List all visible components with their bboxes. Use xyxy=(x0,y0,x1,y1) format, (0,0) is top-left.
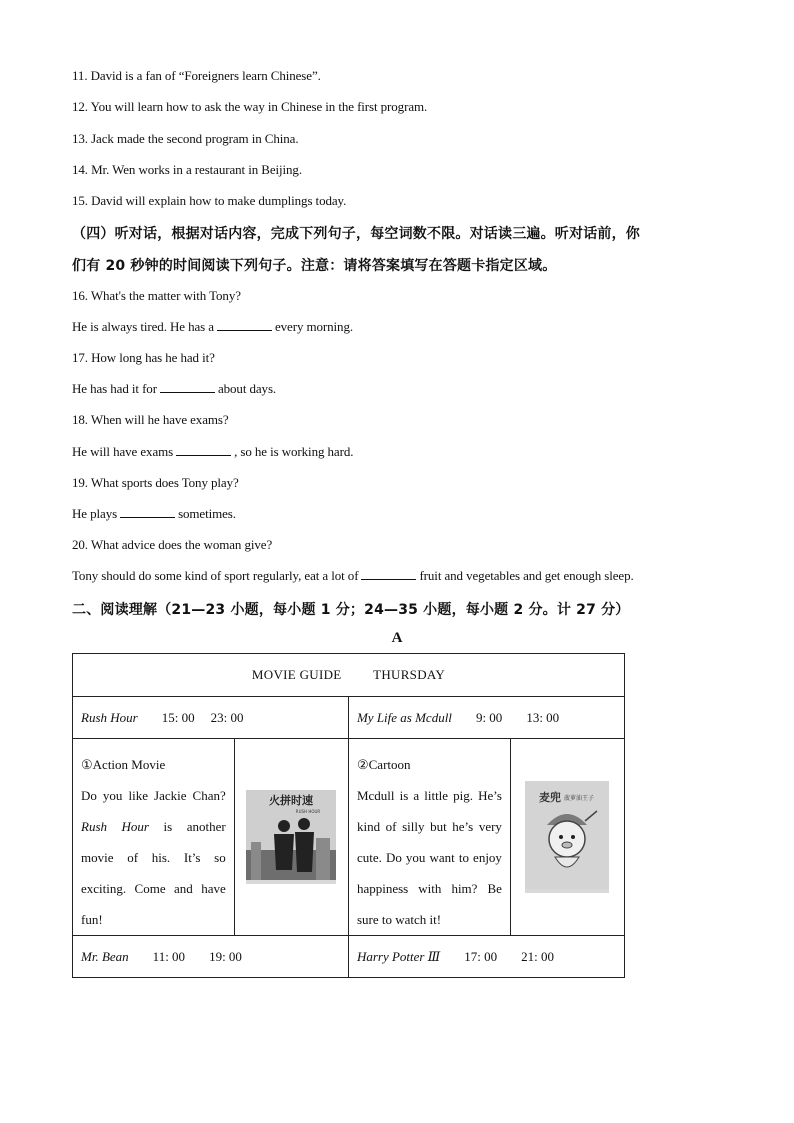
answer-blank[interactable] xyxy=(176,445,231,456)
movie-name: Harry Potter Ⅲ xyxy=(356,948,441,964)
rush-hour-poster-cell xyxy=(234,739,348,936)
showtime: 15: 00 xyxy=(161,709,195,725)
section4-instruction-line1: （四）听对话，根据对话内容，完成下列句子，每空词数不限。对话读三遍。听对话前，你 xyxy=(72,226,640,242)
answer-19-post: sometimes. xyxy=(178,506,236,521)
mcdull-description xyxy=(348,739,510,936)
question-14: 14. Mr. Wen works in a restaurant in Beijing. xyxy=(72,162,302,177)
answer-16-post: every morning. xyxy=(274,319,353,334)
answer-17-post: about days. xyxy=(217,381,277,396)
guide-day: THURSDAY xyxy=(373,667,446,682)
answer-17 xyxy=(72,381,276,397)
question-17: 17. How long has he had it? xyxy=(72,350,215,365)
genre-label: ①Action Movie xyxy=(81,757,166,772)
question-16: 16. What's the matter with Tony? xyxy=(72,288,241,303)
question-13: 13. Jack made the second program in China. xyxy=(72,131,299,146)
question-15: 15. David will explain how to make dumplings today. xyxy=(72,193,347,208)
poster2-subtitle: 菠萝油王子 xyxy=(564,795,595,802)
movie-name: Rush Hour xyxy=(81,709,138,725)
poster1-subtitle: RUSH HOUR xyxy=(296,809,321,814)
showtime: 17: 00 xyxy=(464,948,498,964)
question-19: 19. What sports does Tony play? xyxy=(72,475,239,490)
showtime: 19: 00 xyxy=(209,948,242,964)
answer-16 xyxy=(72,319,353,335)
movie-title-italic: Rush Hour xyxy=(81,819,149,834)
movie-name: My Life as Mcdull xyxy=(356,709,452,725)
poster-image xyxy=(246,790,336,880)
schedule-mr-bean xyxy=(73,936,349,978)
answer-20 xyxy=(72,568,634,584)
movie-guide-header xyxy=(73,654,625,697)
answer-20-post: fruit and vegetables and get enough sleep. xyxy=(419,568,634,583)
poster2-title: 麦兜 xyxy=(539,791,562,804)
schedule-harry-potter xyxy=(348,936,624,978)
question-18: 18. When will he have exams? xyxy=(72,412,229,427)
answer-16-pre: He is always tired. He has a xyxy=(72,319,214,334)
showtime: 23: 00 xyxy=(210,709,244,725)
answer-19 xyxy=(72,506,236,522)
answer-20-pre: Tony should do some kind of sport regularly, eat a lot of xyxy=(72,568,359,583)
desc-text: Do you like Jackie Chan? xyxy=(81,788,226,803)
question-12: 12. You will learn how to ask the way in Chinese in the first program. xyxy=(72,99,428,114)
showtime: 9: 00 xyxy=(475,709,503,725)
poster1-title: 火拼时速 xyxy=(269,794,314,807)
answer-blank[interactable] xyxy=(160,382,215,393)
section2-heading: 二、阅读理解（21—23 小题，每小题 1 分；24—35 小题，每小题 2 分。计 27 分） xyxy=(72,602,630,618)
answer-18-post: , so he is working hard. xyxy=(234,444,354,459)
rush-hour-description xyxy=(73,739,235,936)
answer-blank[interactable] xyxy=(120,507,175,518)
poster-image xyxy=(525,781,609,889)
answer-17-pre: He has had it for xyxy=(72,381,157,396)
passage-letter: A xyxy=(391,630,403,646)
mcdull-poster xyxy=(525,781,609,893)
answer-18 xyxy=(72,444,353,460)
answer-blank[interactable] xyxy=(217,320,272,331)
movie-guide-table xyxy=(72,653,625,978)
showtime: 11: 00 xyxy=(152,948,186,964)
question-20: 20. What advice does the woman give? xyxy=(72,537,273,552)
question-11: 11. David is a fan of “Foreigners learn Chinese”. xyxy=(72,68,321,83)
showtime: 21: 00 xyxy=(521,948,555,964)
answer-18-pre: He will have exams xyxy=(72,444,174,459)
desc-text: Mcdull is a little pig. He’s kind of silly but he’s very cute. Do you want to enjoy happiness with him? Be sure to watch it! xyxy=(356,788,502,927)
section4-instruction-line2: 们有 20 秒钟的时间阅读下列句子。注意：请将答案填写在答题卡指定区域。 xyxy=(72,258,557,274)
movie-name: Mr. Bean xyxy=(81,948,129,964)
showtime: 13: 00 xyxy=(526,709,560,725)
desc-text: is another movie of his. It’s so exciting. Come and have fun! xyxy=(81,819,226,927)
schedule-rush-hour xyxy=(73,697,349,739)
answer-blank[interactable] xyxy=(361,569,416,580)
guide-title: MOVIE GUIDE xyxy=(251,667,342,682)
answer-19-pre: He plays xyxy=(72,506,118,521)
rush-hour-poster xyxy=(246,790,336,884)
mcdull-poster-cell xyxy=(510,739,624,936)
schedule-mcdull xyxy=(348,697,624,739)
genre-label: ②Cartoon xyxy=(356,757,411,772)
